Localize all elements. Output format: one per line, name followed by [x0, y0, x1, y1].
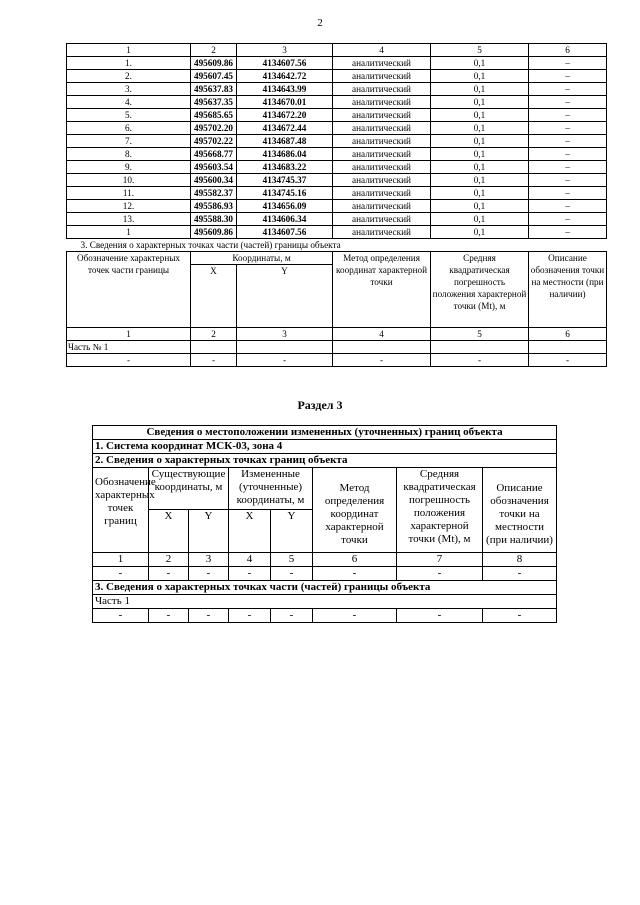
empty-data-row: - - - - - - - - — [93, 567, 557, 581]
part-points-section-heading: 3. Сведения о характерных точках части (частей) границы объекта — [93, 581, 557, 595]
table-row — [67, 200, 607, 213]
table-cell: 4134606.34 — [237, 213, 333, 226]
table-cell: аналитический — [333, 135, 431, 148]
table-cell: 495609.86 — [191, 57, 237, 70]
table-row — [67, 70, 607, 83]
empty-cell — [529, 341, 607, 354]
part-label: Часть № 1 — [67, 341, 191, 354]
table-cell: 4134607.56 — [237, 57, 333, 70]
table-cell: 1 — [67, 226, 191, 239]
table-cell: 4134745.16 — [237, 187, 333, 200]
table-cell: 0,1 — [431, 226, 529, 239]
header-changed-x: X — [229, 510, 271, 553]
header-changed-coords: Измененные (уточненные) координаты, м — [229, 468, 313, 510]
table-cell: 495685.65 — [191, 109, 237, 122]
table-cell: 495668.77 — [191, 148, 237, 161]
table-cell: 1. — [67, 57, 191, 70]
page-number: 2 — [317, 17, 323, 29]
table-cell: аналитический — [333, 161, 431, 174]
table-row — [67, 83, 607, 96]
column-number-row: 1 2 3 4 5 6 — [67, 44, 607, 57]
table-cell: 0,1 — [431, 96, 529, 109]
coordinate-system: 1. Система координат МСК-03, зона 4 — [93, 440, 557, 454]
table-cell: 495586.93 — [191, 200, 237, 213]
empty-cell — [237, 341, 333, 354]
table-cell: 0,1 — [431, 187, 529, 200]
table-cell: 495637.83 — [191, 83, 237, 96]
part-section-note: 3. Сведения о характерных точках части (частей) границы объекта — [67, 239, 607, 252]
table-cell: 495600.34 — [191, 174, 237, 187]
table-cell: 4134643.99 — [237, 83, 333, 96]
table-cell: 4134672.44 — [237, 122, 333, 135]
table-cell: 495702.22 — [191, 135, 237, 148]
table-cell: 6. — [67, 122, 191, 135]
table-cell: аналитический — [333, 70, 431, 83]
table-cell: 4134642.72 — [237, 70, 333, 83]
table-cell: – — [529, 200, 607, 213]
header-existing-x: X — [149, 510, 189, 553]
table-cell: аналитический — [333, 213, 431, 226]
table-row — [67, 148, 607, 161]
table-cell: 11. — [67, 187, 191, 200]
table-cell: 4134683.22 — [237, 161, 333, 174]
header-y: Y — [237, 265, 333, 328]
table-cell: аналитический — [333, 122, 431, 135]
table-cell: – — [529, 148, 607, 161]
header-error: Средняя квадратическая погрешность положения характерной точки (Mt), м — [397, 468, 483, 553]
table-cell: 0,1 — [431, 213, 529, 226]
table-row — [67, 174, 607, 187]
header-changed-y: Y — [271, 510, 313, 553]
column-number-row: 1 2 3 4 5 6 7 8 — [93, 553, 557, 567]
changed-boundaries-table — [92, 425, 557, 623]
table-cell: 495588.30 — [191, 213, 237, 226]
table-row — [67, 135, 607, 148]
header-description: Описание обозначения точки на местности (при наличии) — [529, 252, 607, 328]
table-cell: 8. — [67, 148, 191, 161]
table-row — [67, 161, 607, 174]
table-cell: – — [529, 109, 607, 122]
table-cell: 0,1 — [431, 109, 529, 122]
table-cell: 4. — [67, 96, 191, 109]
table-cell: 4134607.56 — [237, 226, 333, 239]
table-cell: 0,1 — [431, 200, 529, 213]
table-cell: 0,1 — [431, 135, 529, 148]
table-cell: – — [529, 213, 607, 226]
table-cell: 12. — [67, 200, 191, 213]
section-title: Раздел 3 — [297, 398, 343, 412]
table-row — [67, 213, 607, 226]
table-cell: – — [529, 122, 607, 135]
table-cell: аналитический — [333, 226, 431, 239]
table-cell: 0,1 — [431, 174, 529, 187]
table-cell: – — [529, 226, 607, 239]
header-designation: Обозначение характерных точек части границы — [67, 252, 191, 328]
table-row — [67, 57, 607, 70]
table-cell: аналитический — [333, 174, 431, 187]
table-row — [67, 226, 607, 239]
header-error: Средняя квадратическая погрешность положения характерной точки (Mt), м — [431, 252, 529, 328]
table-cell: 495702.20 — [191, 122, 237, 135]
table-cell: аналитический — [333, 109, 431, 122]
table-cell: 0,1 — [431, 148, 529, 161]
header-coords: Координаты, м — [191, 252, 333, 265]
header-method: Метод определения координат характерной точки — [333, 252, 431, 328]
table-cell: – — [529, 135, 607, 148]
header-existing-coords: Существующие координаты, м — [149, 468, 229, 510]
table-cell: – — [529, 96, 607, 109]
column-number-row: 1 2 3 4 5 6 — [67, 328, 607, 341]
table-cell: 495607.45 — [191, 70, 237, 83]
table-cell: аналитический — [333, 83, 431, 96]
table-cell: аналитический — [333, 148, 431, 161]
table-cell: аналитический — [333, 200, 431, 213]
table-cell: 4134686.04 — [237, 148, 333, 161]
header-x: X — [191, 265, 237, 328]
table-cell: 3. — [67, 83, 191, 96]
table-row — [67, 187, 607, 200]
table-row — [67, 109, 607, 122]
table-cell: 7. — [67, 135, 191, 148]
table-cell: – — [529, 57, 607, 70]
table-cell: 0,1 — [431, 122, 529, 135]
header-method: Метод определения координат характерной точки — [313, 468, 397, 553]
table-cell: – — [529, 161, 607, 174]
table-cell: 0,1 — [431, 57, 529, 70]
empty-data-row: - - - - - - — [67, 354, 607, 367]
part-label: Часть 1 — [93, 595, 557, 609]
empty-cell — [431, 341, 529, 354]
table-cell: 0,1 — [431, 161, 529, 174]
table-cell: 0,1 — [431, 83, 529, 96]
table-cell: аналитический — [333, 57, 431, 70]
table-cell: 2. — [67, 70, 191, 83]
table-cell: 4134745.37 — [237, 174, 333, 187]
points-section-heading: 2. Сведения о характерных точках границ объекта — [93, 454, 557, 468]
table-cell: 495637.35 — [191, 96, 237, 109]
table-cell: аналитический — [333, 187, 431, 200]
table-cell: 4134672.20 — [237, 109, 333, 122]
header-description: Описание обозначения точки на местности (при наличии) — [483, 468, 557, 553]
table-cell: – — [529, 187, 607, 200]
table-cell: 495609.86 — [191, 226, 237, 239]
table-cell: 4134670.01 — [237, 96, 333, 109]
table-cell: 9. — [67, 161, 191, 174]
table-cell: 495603.54 — [191, 161, 237, 174]
empty-cell — [333, 341, 431, 354]
table-cell: 4134687.48 — [237, 135, 333, 148]
empty-data-row: - - - - - - - - — [93, 609, 557, 623]
header-existing-y: Y — [189, 510, 229, 553]
table-cell: 13. — [67, 213, 191, 226]
table-cell: 0,1 — [431, 70, 529, 83]
table-cell: – — [529, 174, 607, 187]
table-cell: 5. — [67, 109, 191, 122]
table-title: Сведения о местоположении измененных (уточненных) границ объекта — [93, 426, 557, 440]
table-cell: аналитический — [333, 96, 431, 109]
table-row — [67, 122, 607, 135]
table-cell: 495582.37 — [191, 187, 237, 200]
table-cell: – — [529, 83, 607, 96]
empty-cell — [191, 341, 237, 354]
table-cell: 10. — [67, 174, 191, 187]
table-cell: – — [529, 70, 607, 83]
header-designation: Обозначение характерных точек границ — [93, 468, 149, 553]
table-cell: 4134656.09 — [237, 200, 333, 213]
table-row — [67, 96, 607, 109]
boundary-points-table — [66, 43, 607, 367]
